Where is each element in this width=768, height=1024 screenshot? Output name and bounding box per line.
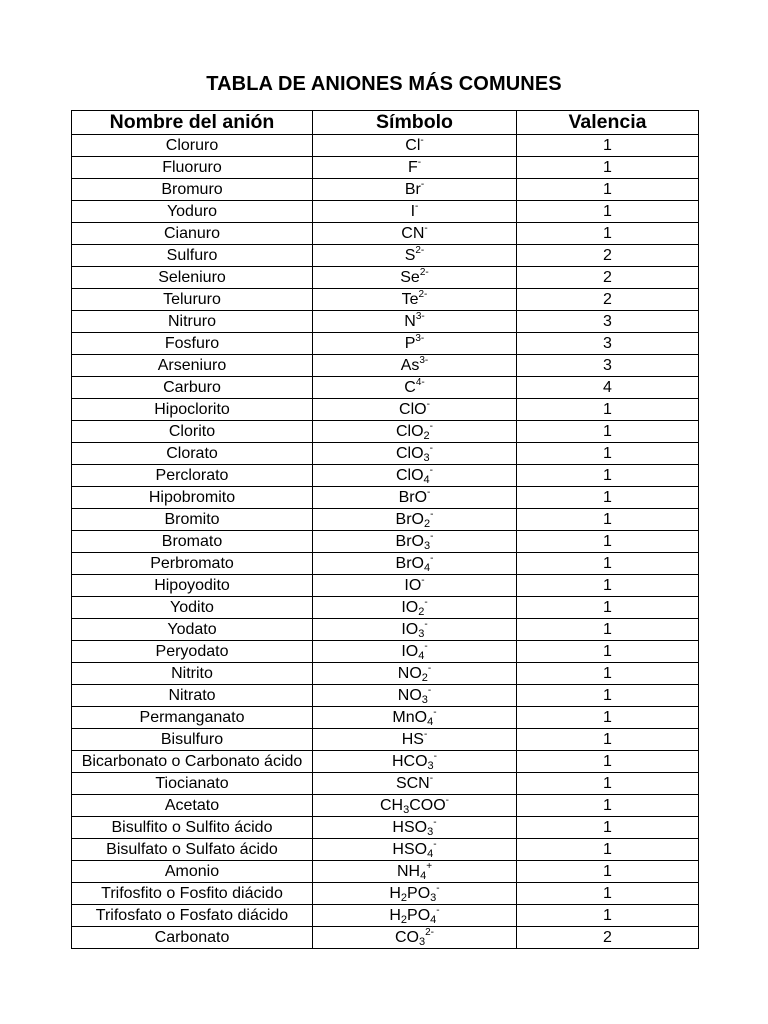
symbol-charge: - bbox=[424, 619, 428, 630]
symbol-subscript: 3 bbox=[418, 628, 425, 640]
anion-valence: 1 bbox=[517, 465, 699, 487]
column-header-valence: Valencia bbox=[517, 111, 699, 135]
table-row bbox=[72, 883, 699, 905]
anion-valence: 1 bbox=[517, 531, 699, 553]
anion-valence: 2 bbox=[517, 289, 699, 311]
anion-valence: 1 bbox=[517, 707, 699, 729]
anion-symbol bbox=[313, 663, 517, 685]
symbol-charge: - bbox=[424, 641, 428, 652]
anion-name: Perbromato bbox=[72, 553, 313, 575]
anion-symbol bbox=[313, 421, 517, 443]
table-row bbox=[72, 839, 699, 861]
anion-name: Bromato bbox=[72, 531, 313, 553]
anion-name: Trifosfito o Fosfito diácido bbox=[72, 883, 313, 905]
anion-symbol bbox=[313, 465, 517, 487]
symbol-text: NO bbox=[397, 665, 422, 682]
symbol-text: PO bbox=[407, 885, 431, 902]
anion-symbol bbox=[313, 267, 517, 289]
anion-name: Clorito bbox=[72, 421, 313, 443]
anion-symbol bbox=[313, 157, 517, 179]
anion-name: Acetato bbox=[72, 795, 313, 817]
symbol-text: HSO bbox=[392, 819, 428, 836]
anion-symbol bbox=[313, 399, 517, 421]
anion-symbol bbox=[313, 905, 517, 927]
symbol-text: MnO bbox=[392, 709, 428, 726]
anion-name: Bisulfuro bbox=[72, 729, 313, 751]
symbol-subscript: 4 bbox=[423, 562, 431, 574]
table-row bbox=[72, 575, 699, 597]
anion-valence: 1 bbox=[517, 861, 699, 883]
anion-symbol bbox=[313, 333, 517, 355]
table-row bbox=[72, 289, 699, 311]
symbol-subscript: 3 bbox=[421, 694, 428, 706]
symbol-text: S bbox=[404, 247, 416, 264]
symbol-charge: 4- bbox=[415, 377, 425, 388]
anion-name: Trifosfato o Fosfato diácido bbox=[72, 905, 313, 927]
anion-symbol bbox=[313, 179, 517, 201]
symbol-text: ClO bbox=[395, 445, 424, 462]
symbol-text: NH bbox=[396, 863, 421, 880]
symbol-text: Cl bbox=[405, 137, 421, 154]
symbol-charge: - bbox=[417, 157, 422, 168]
anion-name: Carbonato bbox=[72, 927, 313, 949]
anion-name: Peryodato bbox=[72, 641, 313, 663]
anion-name: Bicarbonato o Carbonato ácido bbox=[72, 751, 313, 773]
symbol-subscript: 4 bbox=[418, 650, 425, 662]
symbol-subscript: 4 bbox=[427, 848, 434, 860]
symbol-text: HS bbox=[401, 731, 424, 748]
symbol-text: NO bbox=[397, 687, 422, 704]
anion-valence: 3 bbox=[517, 333, 699, 355]
table-row bbox=[72, 927, 699, 949]
anion-table bbox=[71, 110, 699, 949]
table-row bbox=[72, 751, 699, 773]
anion-symbol bbox=[313, 201, 517, 223]
anion-valence: 1 bbox=[517, 399, 699, 421]
anion-symbol bbox=[313, 377, 517, 399]
symbol-charge: - bbox=[423, 729, 428, 740]
table-row bbox=[72, 553, 699, 575]
anion-symbol bbox=[313, 135, 517, 157]
symbol-charge: 2- bbox=[418, 289, 428, 300]
anion-name: Bisulfito o Sulfito ácido bbox=[72, 817, 313, 839]
symbol-charge: 3- bbox=[415, 311, 425, 322]
symbol-subscript: 3 bbox=[403, 804, 410, 816]
anion-symbol bbox=[313, 355, 517, 377]
symbol-charge: - bbox=[436, 905, 440, 916]
table-body bbox=[72, 135, 699, 949]
symbol-text: IO bbox=[404, 577, 422, 594]
table-row bbox=[72, 663, 699, 685]
symbol-charge: - bbox=[436, 883, 440, 894]
anion-symbol bbox=[313, 509, 517, 531]
symbol-subscript: 2 bbox=[400, 914, 408, 926]
symbol-text: Se bbox=[400, 269, 420, 286]
symbol-subscript: 3 bbox=[418, 936, 426, 948]
anion-symbol bbox=[313, 839, 517, 861]
symbol-text: CO bbox=[394, 929, 419, 946]
symbol-subscript: 3 bbox=[427, 826, 434, 838]
anion-valence: 1 bbox=[517, 773, 699, 795]
symbol-charge: - bbox=[445, 795, 450, 806]
symbol-text: C bbox=[404, 379, 416, 396]
anion-valence: 1 bbox=[517, 443, 699, 465]
table-row bbox=[72, 267, 699, 289]
anion-valence: 1 bbox=[517, 685, 699, 707]
table-row bbox=[72, 465, 699, 487]
symbol-charge: + bbox=[426, 861, 433, 872]
symbol-charge: - bbox=[427, 685, 432, 696]
table-row bbox=[72, 619, 699, 641]
symbol-charge: - bbox=[433, 817, 437, 828]
table-row bbox=[72, 421, 699, 443]
column-header-symbol: Símbolo bbox=[313, 111, 517, 135]
anion-name: Yodito bbox=[72, 597, 313, 619]
anion-valence: 1 bbox=[517, 839, 699, 861]
symbol-charge: - bbox=[420, 135, 424, 146]
table-row bbox=[72, 311, 699, 333]
table-row bbox=[72, 795, 699, 817]
symbol-charge: 2- bbox=[415, 245, 425, 256]
symbol-charge: - bbox=[433, 839, 437, 850]
symbol-charge: - bbox=[430, 531, 434, 542]
anion-valence: 1 bbox=[517, 905, 699, 927]
symbol-charge: - bbox=[429, 465, 434, 476]
symbol-charge: - bbox=[430, 509, 434, 520]
symbol-charge: - bbox=[420, 179, 425, 190]
symbol-subscript: 4 bbox=[430, 914, 437, 926]
column-header-name: Nombre del anión bbox=[72, 111, 313, 135]
symbol-subscript: 2 bbox=[423, 518, 431, 530]
symbol-subscript: 3 bbox=[430, 892, 437, 904]
symbol-charge: - bbox=[429, 773, 434, 784]
anion-symbol bbox=[313, 817, 517, 839]
anion-symbol bbox=[313, 619, 517, 641]
symbol-text: BrO bbox=[395, 511, 424, 528]
anion-name: Carburo bbox=[72, 377, 313, 399]
symbol-charge: - bbox=[433, 751, 438, 762]
anion-valence: 1 bbox=[517, 201, 699, 223]
symbol-text: IO bbox=[401, 643, 419, 660]
anion-valence: 1 bbox=[517, 135, 699, 157]
table-row bbox=[72, 333, 699, 355]
symbol-text: Br bbox=[404, 181, 421, 198]
anion-valence: 1 bbox=[517, 795, 699, 817]
anion-valence: 1 bbox=[517, 751, 699, 773]
symbol-charge: - bbox=[426, 399, 430, 410]
anion-name: Bisulfato o Sulfato ácido bbox=[72, 839, 313, 861]
symbol-text: ClO bbox=[395, 467, 424, 484]
symbol-text: PO bbox=[407, 907, 431, 924]
symbol-charge: 2- bbox=[419, 267, 429, 278]
table-row bbox=[72, 685, 699, 707]
symbol-text: As bbox=[400, 357, 420, 374]
anion-valence: 1 bbox=[517, 487, 699, 509]
table-row bbox=[72, 179, 699, 201]
symbol-subscript: 2 bbox=[400, 892, 408, 904]
table-row bbox=[72, 773, 699, 795]
symbol-subscript: 2 bbox=[418, 606, 425, 618]
anion-name: Yodato bbox=[72, 619, 313, 641]
table-row bbox=[72, 355, 699, 377]
anion-symbol bbox=[313, 729, 517, 751]
anion-name: Hipoyodito bbox=[72, 575, 313, 597]
table-row bbox=[72, 135, 699, 157]
anion-symbol bbox=[313, 751, 517, 773]
symbol-text: BrO bbox=[395, 555, 424, 572]
symbol-charge: - bbox=[433, 707, 437, 718]
symbol-text: ClO bbox=[399, 401, 427, 418]
symbol-text: SCN bbox=[395, 775, 430, 792]
symbol-text: CN bbox=[401, 225, 425, 242]
anion-valence: 1 bbox=[517, 619, 699, 641]
symbol-text: IO bbox=[401, 621, 419, 638]
anion-valence: 1 bbox=[517, 817, 699, 839]
anion-valence: 3 bbox=[517, 355, 699, 377]
symbol-subscript: 2 bbox=[421, 672, 428, 684]
anion-valence: 1 bbox=[517, 179, 699, 201]
anion-name: Bromito bbox=[72, 509, 313, 531]
symbol-text: Te bbox=[401, 291, 419, 308]
symbol-charge: - bbox=[424, 223, 428, 234]
anion-symbol bbox=[313, 487, 517, 509]
table-row bbox=[72, 861, 699, 883]
table-row bbox=[72, 377, 699, 399]
anion-symbol bbox=[313, 597, 517, 619]
anion-name: Arseniuro bbox=[72, 355, 313, 377]
symbol-charge: 3- bbox=[419, 355, 429, 366]
symbol-subscript: 4 bbox=[427, 716, 434, 728]
symbol-subscript: 4 bbox=[423, 474, 430, 486]
anion-valence: 1 bbox=[517, 223, 699, 245]
anion-valence: 1 bbox=[517, 421, 699, 443]
symbol-text: COO bbox=[409, 797, 446, 814]
anion-symbol bbox=[313, 443, 517, 465]
anion-name: Permanganato bbox=[72, 707, 313, 729]
anion-valence: 1 bbox=[517, 641, 699, 663]
anion-symbol bbox=[313, 795, 517, 817]
table-row bbox=[72, 509, 699, 531]
table-row bbox=[72, 157, 699, 179]
anion-symbol bbox=[313, 289, 517, 311]
symbol-charge: - bbox=[415, 201, 419, 212]
symbol-subscript: 4 bbox=[420, 870, 427, 882]
table-row bbox=[72, 443, 699, 465]
anion-valence: 1 bbox=[517, 157, 699, 179]
table-row bbox=[72, 201, 699, 223]
anion-name: Tiocianato bbox=[72, 773, 313, 795]
anion-name: Seleniuro bbox=[72, 267, 313, 289]
table-row bbox=[72, 707, 699, 729]
anion-symbol bbox=[313, 641, 517, 663]
symbol-text: H bbox=[389, 907, 401, 924]
table-row bbox=[72, 729, 699, 751]
table-row bbox=[72, 817, 699, 839]
anion-name: Cianuro bbox=[72, 223, 313, 245]
table-row bbox=[72, 531, 699, 553]
symbol-text: H bbox=[389, 885, 401, 902]
anion-symbol bbox=[313, 883, 517, 905]
symbol-charge: - bbox=[429, 421, 434, 432]
anion-valence: 1 bbox=[517, 883, 699, 905]
symbol-text: HCO bbox=[391, 753, 428, 770]
anion-valence: 1 bbox=[517, 509, 699, 531]
symbol-subscript: 3 bbox=[423, 540, 431, 552]
anion-valence: 1 bbox=[517, 663, 699, 685]
anion-valence: 1 bbox=[517, 729, 699, 751]
anion-name: Telururo bbox=[72, 289, 313, 311]
table-row bbox=[72, 245, 699, 267]
anion-name: Hipobromito bbox=[72, 487, 313, 509]
symbol-text: HSO bbox=[392, 841, 428, 858]
anion-name: Amonio bbox=[72, 861, 313, 883]
symbol-text: F bbox=[407, 159, 418, 176]
symbol-text: BrO bbox=[398, 489, 428, 506]
symbol-text: I bbox=[410, 203, 416, 220]
anion-name: Bromuro bbox=[72, 179, 313, 201]
anion-name: Perclorato bbox=[72, 465, 313, 487]
symbol-charge: - bbox=[427, 663, 432, 674]
anion-valence: 2 bbox=[517, 927, 699, 949]
symbol-charge: 3- bbox=[415, 333, 425, 344]
anion-valence: 1 bbox=[517, 575, 699, 597]
anion-symbol bbox=[313, 927, 517, 949]
symbol-charge: - bbox=[429, 443, 434, 454]
anion-name: Nitruro bbox=[72, 311, 313, 333]
anion-valence: 1 bbox=[517, 597, 699, 619]
symbol-charge: - bbox=[430, 553, 434, 564]
anion-name: Hipoclorito bbox=[72, 399, 313, 421]
symbol-subscript: 2 bbox=[423, 430, 430, 442]
anion-symbol bbox=[313, 707, 517, 729]
symbol-charge: - bbox=[424, 597, 428, 608]
symbol-charge: - bbox=[421, 575, 425, 586]
table-row bbox=[72, 399, 699, 421]
symbol-text: ClO bbox=[395, 423, 424, 440]
anion-valence: 2 bbox=[517, 245, 699, 267]
anion-symbol bbox=[313, 245, 517, 267]
anion-symbol bbox=[313, 773, 517, 795]
anion-name: Clorato bbox=[72, 443, 313, 465]
symbol-charge: - bbox=[427, 487, 431, 498]
anion-symbol bbox=[313, 553, 517, 575]
symbol-text: CH bbox=[379, 797, 404, 814]
symbol-text: IO bbox=[401, 599, 419, 616]
anion-valence: 4 bbox=[517, 377, 699, 399]
anion-valence: 2 bbox=[517, 267, 699, 289]
symbol-text: BrO bbox=[395, 533, 424, 550]
page-title: TABLA DE ANIONES MÁS COMUNES bbox=[206, 73, 562, 95]
table-row bbox=[72, 487, 699, 509]
symbol-text: P bbox=[404, 335, 416, 352]
table-row bbox=[72, 597, 699, 619]
table-row bbox=[72, 905, 699, 927]
anion-name: Nitrato bbox=[72, 685, 313, 707]
anion-symbol bbox=[313, 223, 517, 245]
anion-symbol bbox=[313, 685, 517, 707]
table-row bbox=[72, 223, 699, 245]
anion-valence: 1 bbox=[517, 553, 699, 575]
symbol-subscript: 3 bbox=[423, 452, 430, 464]
anion-name: Sulfuro bbox=[72, 245, 313, 267]
table-header-row bbox=[72, 111, 699, 135]
anion-name: Cloruro bbox=[72, 135, 313, 157]
anion-valence: 3 bbox=[517, 311, 699, 333]
anion-symbol bbox=[313, 575, 517, 597]
anion-name: Nitrito bbox=[72, 663, 313, 685]
anion-name: Fosfuro bbox=[72, 333, 313, 355]
anion-name: Fluoruro bbox=[72, 157, 313, 179]
anion-name: Yoduro bbox=[72, 201, 313, 223]
symbol-text: N bbox=[404, 313, 416, 330]
table-row bbox=[72, 641, 699, 663]
symbol-charge: 2- bbox=[425, 927, 435, 938]
anion-symbol bbox=[313, 531, 517, 553]
symbol-subscript: 3 bbox=[427, 760, 434, 772]
anion-symbol bbox=[313, 861, 517, 883]
anion-symbol bbox=[313, 311, 517, 333]
